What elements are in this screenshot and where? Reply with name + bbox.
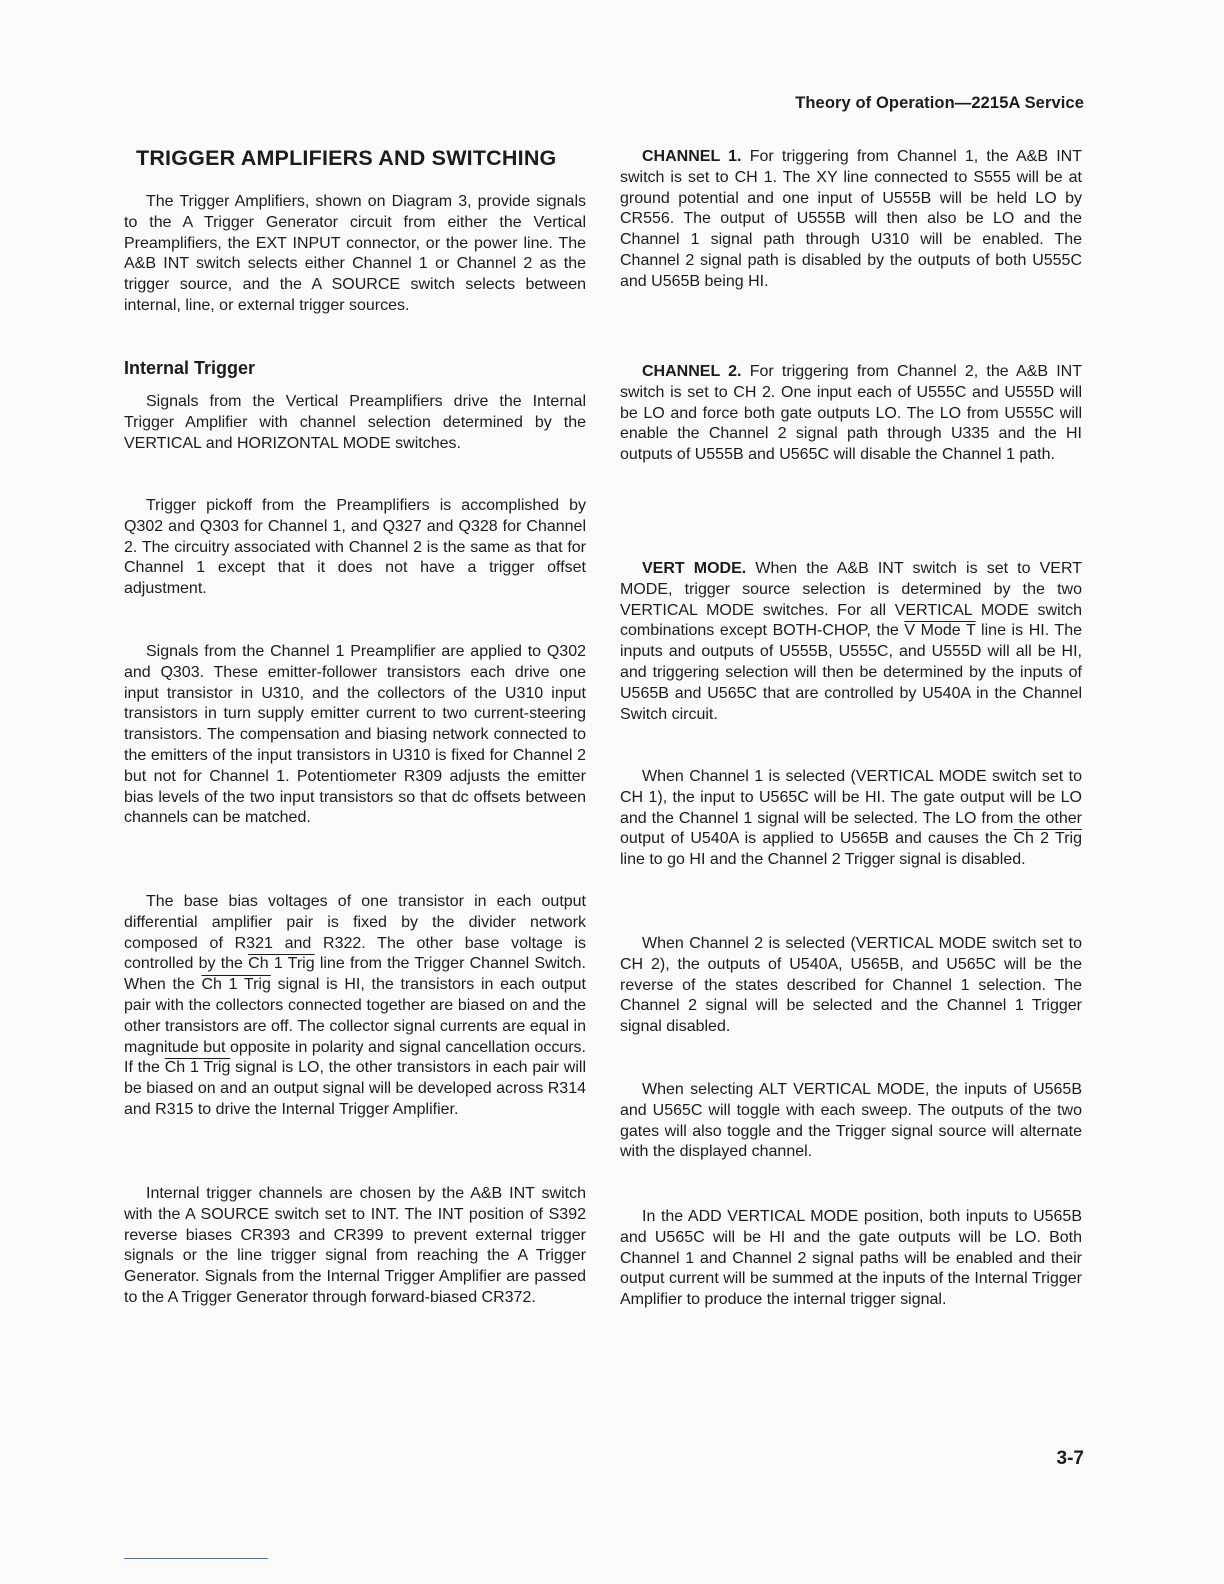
intro-paragraph: The Trigger Amplifiers, shown on Diagram 3, provide signals to the A Trigger Generator circuit from either the Vertical Preamplifiers, the EXT INPUT connector, or the power line. The A&B INT switch selects either Channel 1 or Channel 2 as the trigger source, and the A SOURCE switch selects between internal, line, or external trigger sources. xyxy=(124,193,586,314)
channel-2-paragraph: CHANNEL 2. For triggering from Channel 2, the A&B INT switch is set to CH 2. One input each of U555C and U555D will be LO and force both gate outputs LO. The LO from U555C will enable the Channel 2 signal path through U335 and the HI outputs of U555B and U565C will disable the Channel 1 path. xyxy=(620,363,1083,464)
running-head: Theory of Operation—2215A Service xyxy=(795,94,1084,112)
internal-trigger-paragraph-3: Signals from the Channel 1 Preamplifier are applied to Q302 and Q303. These emitter-follower transistors each drive one input transistor in U310, and the collectors of the U310 input transistors in turn supply emitter current to two current-steering transistors. The compensation and biasing network connected to the emitters of the input transistors in U310 is fixed for Channel 2 but not for Channel 1. Potentiometer R309 adjusts the emitter bias levels of the two input transistors so that dc offsets between channels can be matched. xyxy=(124,643,586,827)
channel-2-selected-paragraph: When Channel 2 is selected (VERTICAL MODE switch set to CH 2), the outputs of U540A, U565B, and U565C will be the reverse of the states described for Channel 1 selection. The Channel 2 signal will be selected and the Channel 1 Trigger signal disabled. xyxy=(620,935,1082,1036)
channel-1-selected-paragraph: When Channel 1 is selected (VERTICAL MODE switch set to CH 1), the input to U565C will be HI. The gate output will be LO and the Channel 1 signal will be selected. The LO from the other output of U540A is applied to U565B and causes the Ch 2 Trig line to go HI and the Channel 2 Trigger signal is disabled. xyxy=(620,768,1082,869)
internal-trigger-paragraph-4: The base bias voltages of one transistor in each output differential amplifier pair is fixed by the divider network composed of R321 and R322. The other base voltage is controlled by the Ch 1 Trig line from the Trigger Channel Switch. When the Ch 1 Trig signal is HI, the transistors in each output pair with the collectors connected together are biased on and the other transistors are off. The collector signal currents are equal in magnitude but opposite in polarity and signal cancellation occurs. If the Ch 1 Trig signal is LO, the other transistors in each pair will be biased on and an output signal will be developed across R314 and R315 to drive the Internal Trigger Amplifier. xyxy=(124,893,587,1118)
v-mode-t-signal-name: V Mode T xyxy=(904,622,976,640)
ch1-trig-signal-name: Ch 1 Trig xyxy=(201,976,271,994)
page-number: 3-7 xyxy=(1056,1448,1084,1469)
internal-trigger-paragraph-2: Trigger pickoff from the Preamplifiers is accomplished by Q302 and Q303 for Channel 1, and Q327 and Q328 for Channel 2. The circuitry associated with Channel 2 is the same as that for Channel 1 except that it does not have a trigger offset adjustment. xyxy=(124,497,586,598)
channel-2-lead: CHANNEL 2. xyxy=(642,363,742,380)
internal-trigger-paragraph-5: Internal trigger channels are chosen by the A&B INT switch with the A SOURCE switch set to INT. The INT position of S392 reverse biases CR393 and CR399 to prevent external trigger signals or the line trigger signal from reaching the A Trigger Generator. Signals from the Internal Trigger Amplifier are passed to the A Trigger Generator through forward-biased CR372. xyxy=(124,1185,586,1306)
vert-mode-lead: VERT MODE. xyxy=(642,560,747,577)
ch2-trig-signal-name: Ch 2 Trig xyxy=(1013,830,1082,848)
ch1-trig-signal-name: Ch 1 Trig xyxy=(248,955,315,973)
internal-trigger-heading: Internal Trigger xyxy=(124,358,256,378)
vert-mode-paragraph: VERT MODE. When the A&B INT switch is set to VERT MODE, trigger source selection is determined by the two VERTICAL MODE switches. For all VERTICAL MODE switch combinations except BOTH-CHOP, the V Mode T line is HI. The inputs and outputs of U555B, U555C, and U555D will all be HI, and triggering selection will then be determined by the inputs of U565B and U565C that are controlled by U540A in the Channel Switch circuit. xyxy=(620,560,1083,723)
footer-rule xyxy=(124,1558,268,1559)
channel-1-paragraph: CHANNEL 1. For triggering from Channel 1, the A&B INT switch is set to CH 1. The XY line connected to S555 will be at ground potential and one input of U555B will be held LO by CR556. The output of U555B will then also be LO and the Channel 1 signal path through U310 will be enabled. The Channel 2 signal path is disabled by the outputs of both U555C and U565B being HI. xyxy=(620,148,1083,290)
ch1-trig-signal-name: Ch 1 Trig xyxy=(164,1059,231,1077)
section-title: TRIGGER AMPLIFIERS AND SWITCHING xyxy=(136,146,557,170)
alt-mode-paragraph: When selecting ALT VERTICAL MODE, the inputs of U565B and U565C will toggle with each sweep. The outputs of the two gates will also toggle and the Trigger signal source will alternate with the displayed channel. xyxy=(620,1081,1082,1161)
channel-1-lead: CHANNEL 1. xyxy=(642,148,742,165)
internal-trigger-paragraph-1: Signals from the Vertical Preamplifiers drive the Internal Trigger Amplifier with channel selection determined by the VERTICAL and HORIZONTAL MODE switches. xyxy=(124,393,586,452)
add-mode-paragraph: In the ADD VERTICAL MODE position, both inputs to U565B and U565C will be HI and the gate outputs will be LO. Both Channel 1 and Channel 2 signal paths will be enabled and their output current will be summed at the inputs of the Internal Trigger Amplifier to produce the internal trigger signal. xyxy=(620,1208,1082,1309)
